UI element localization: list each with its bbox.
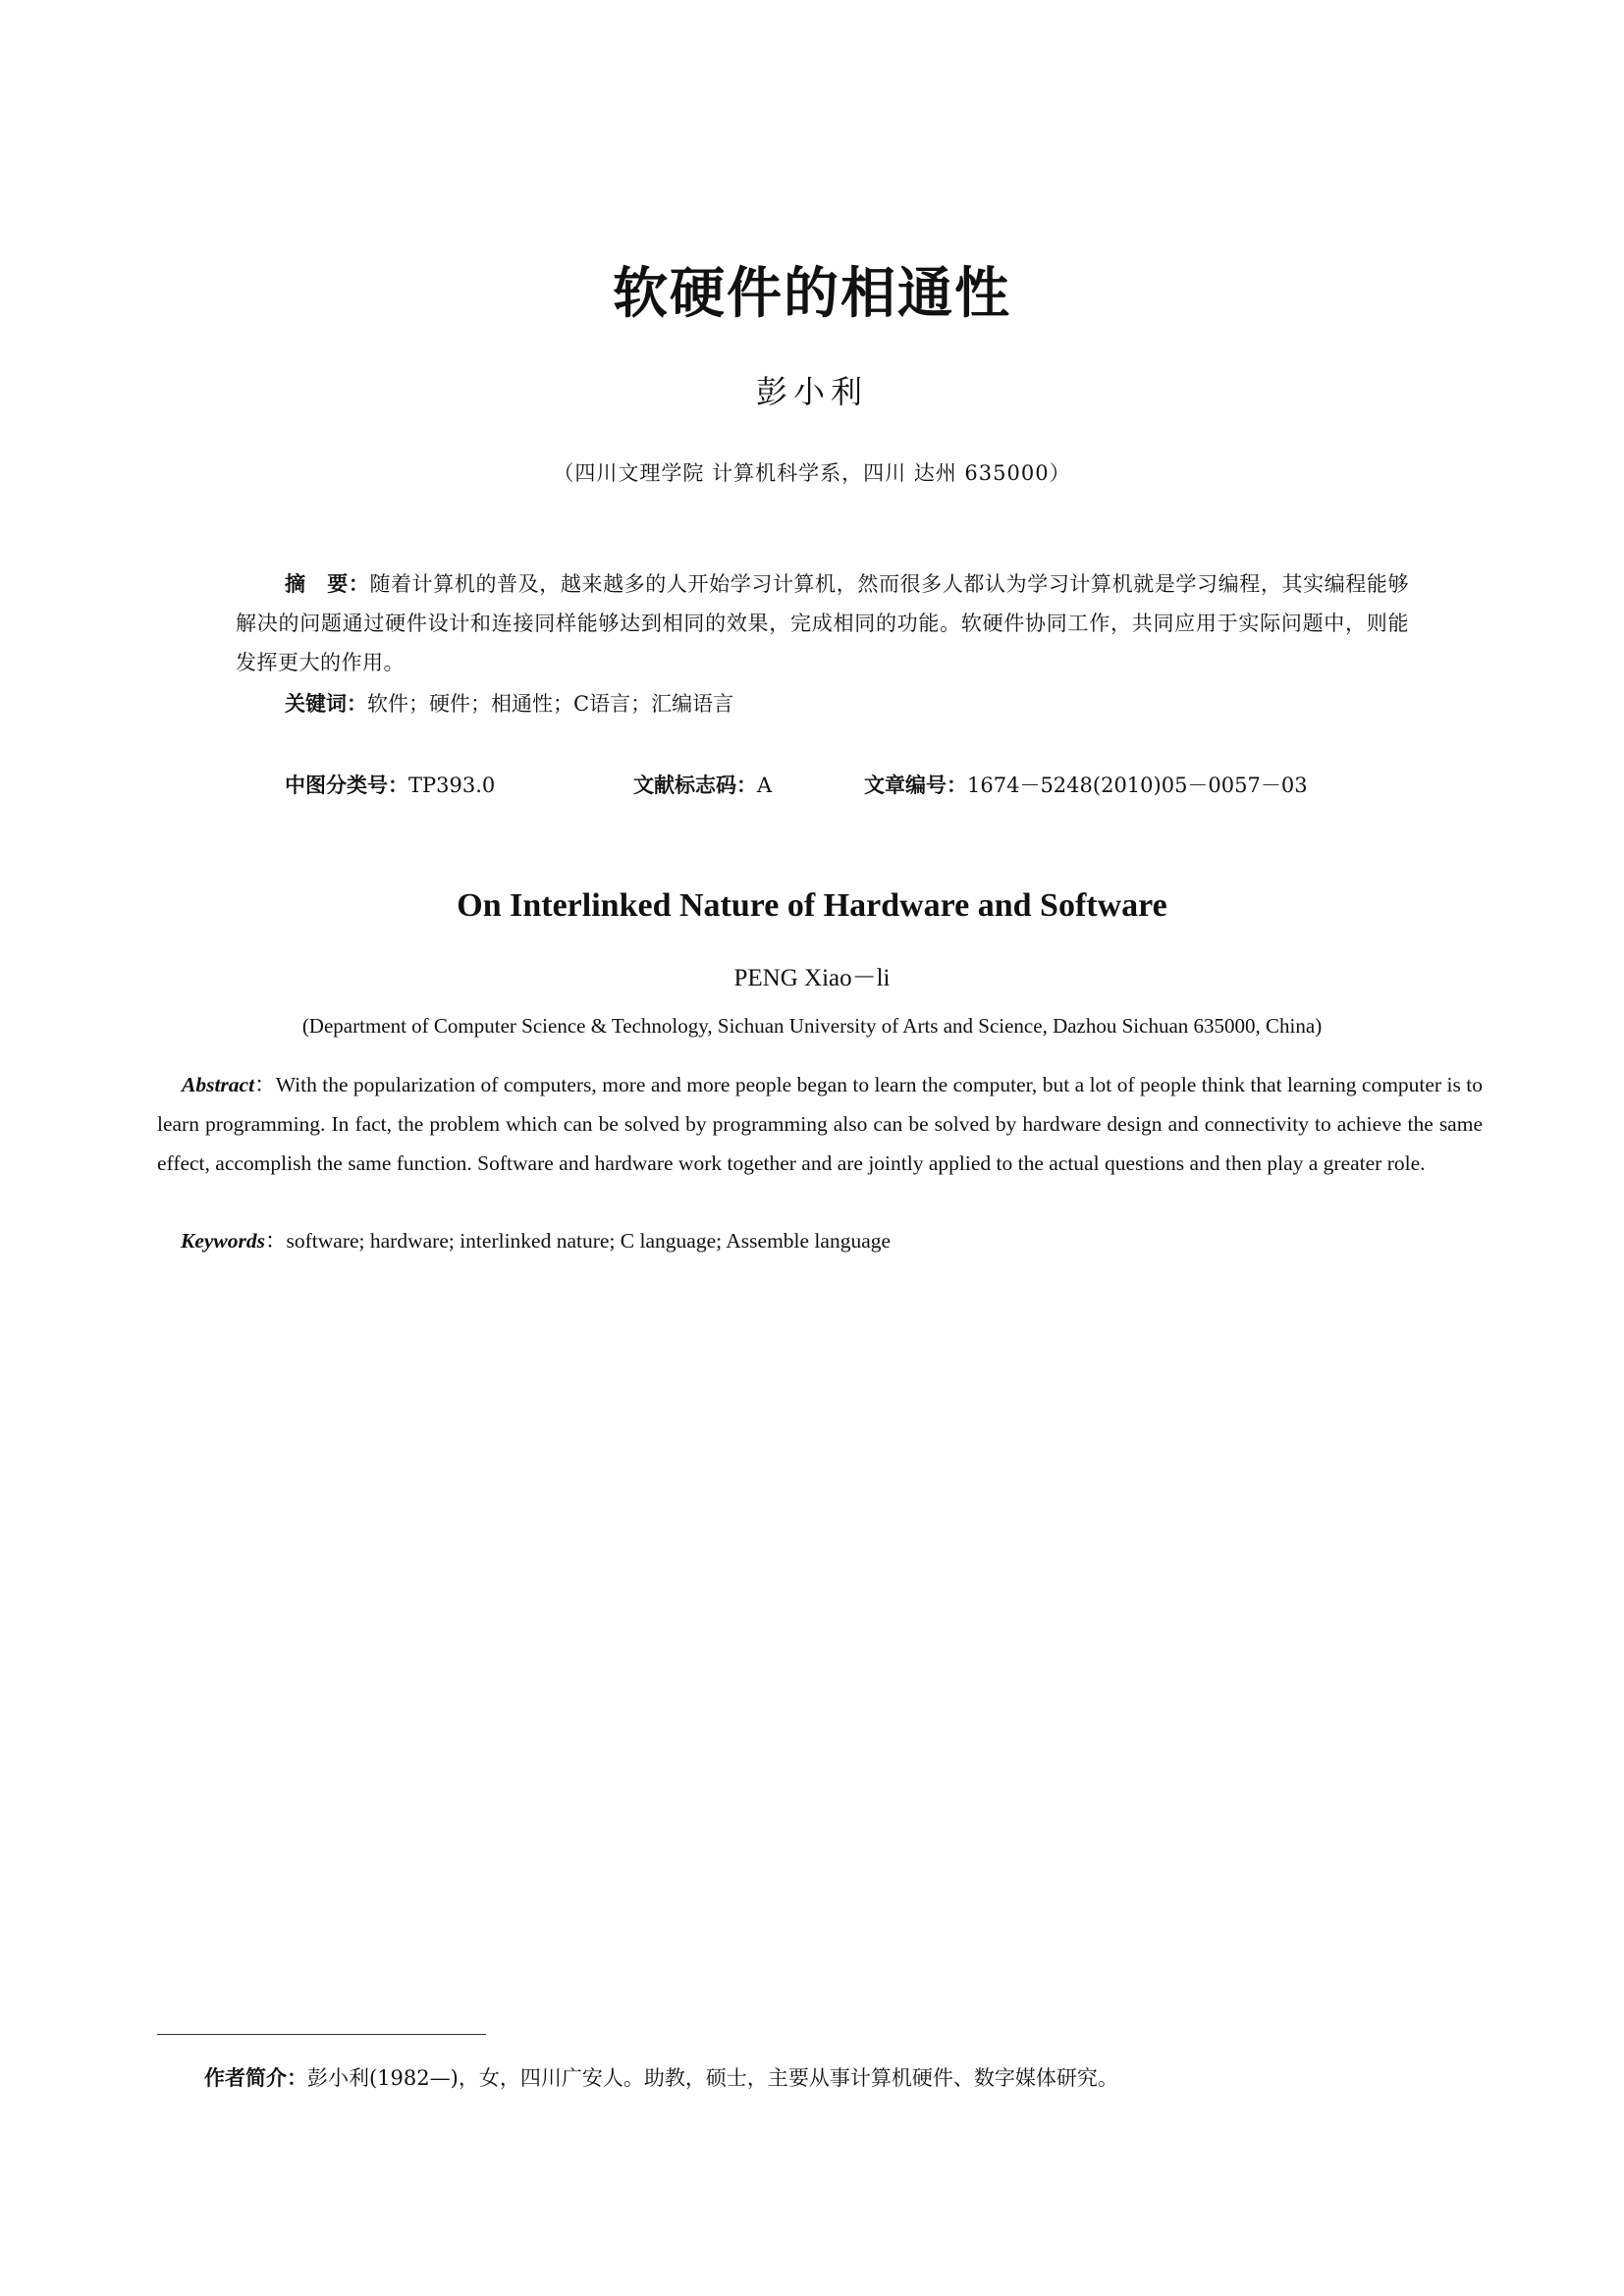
english-title: On Interlinked Nature of Hardware and Software: [457, 887, 1167, 924]
chinese-title: 软硬件的相通性: [613, 262, 1011, 326]
chinese-keywords-label: 关键词：: [285, 692, 367, 716]
clc-value: TP393.0: [408, 774, 496, 797]
chinese-keywords: [285, 684, 1409, 723]
footnote-text: 彭小利(1982—)，女，四川广安人。助教，硕士，主要从事计算机硬件、数字媒体研究。: [307, 2066, 1118, 2090]
footnote-label: 作者简介：: [204, 2066, 307, 2090]
chinese-affiliation: （四川文理学院 计算机科学系，四川 达州 635000）: [553, 461, 1071, 485]
english-keywords: [181, 1221, 1483, 1260]
author-footnote: [204, 2060, 1481, 2096]
clc-number: [285, 766, 495, 805]
document-code-value: A: [757, 774, 773, 797]
article-number-label: 文章编号：: [864, 774, 967, 797]
english-affiliation: (Department of Computer Science & Technology, Sichuan University of Arts and Science, Dazhou Sichuan 635000, China): [301, 1014, 1323, 1038]
document-code-label: 文献标志码：: [633, 774, 757, 797]
chinese-abstract: [236, 564, 1409, 682]
classification-row: [285, 766, 1409, 805]
chinese-abstract-text: 随着计算机的普及，越来越多的人开始学习计算机，然而很多人都认为学习计算机就是学习编程，其实编程能够解决的问题通过硬件设计和连接同样能够达到相同的效果，完成相同的功能。软硬件协同工作，共同应用于实际问题中，则能发挥更大的作用。: [236, 572, 1410, 674]
footnote-divider: [157, 2034, 486, 2035]
english-keywords-text: software; hardware; interlinked nature; C language; Assemble language: [286, 1229, 892, 1253]
clc-label: 中图分类号：: [285, 774, 408, 797]
chinese-abstract-label: 摘 要：: [285, 572, 370, 596]
english-abstract-separator: ：: [254, 1073, 276, 1096]
english-keywords-label: Keywords: [181, 1229, 265, 1253]
english-abstract: [157, 1065, 1483, 1183]
article-number: [864, 766, 1308, 805]
english-abstract-label: Abstract: [182, 1073, 255, 1096]
english-keywords-separator: ：: [265, 1229, 287, 1253]
english-author: PENG Xiao－li: [733, 965, 891, 991]
chinese-keywords-text: 软件；硬件；相通性；C语言；汇编语言: [367, 692, 734, 716]
chinese-author: 彭小利: [755, 373, 868, 410]
english-abstract-text: With the popularization of computers, more and more people began to learn the computer, but a lot of people think that learning computer is to learn programming. In fact, the problem which can be solved by programming also can be solved by hardware design and connectivity to achieve the same effect, accomplish the same function. Software and hardware work together and are jointly applied to the actual questions and then play a greater role.: [157, 1073, 1483, 1175]
article-number-value: 1674－5248(2010)05－0057－03: [967, 774, 1308, 797]
document-code: [633, 766, 772, 805]
